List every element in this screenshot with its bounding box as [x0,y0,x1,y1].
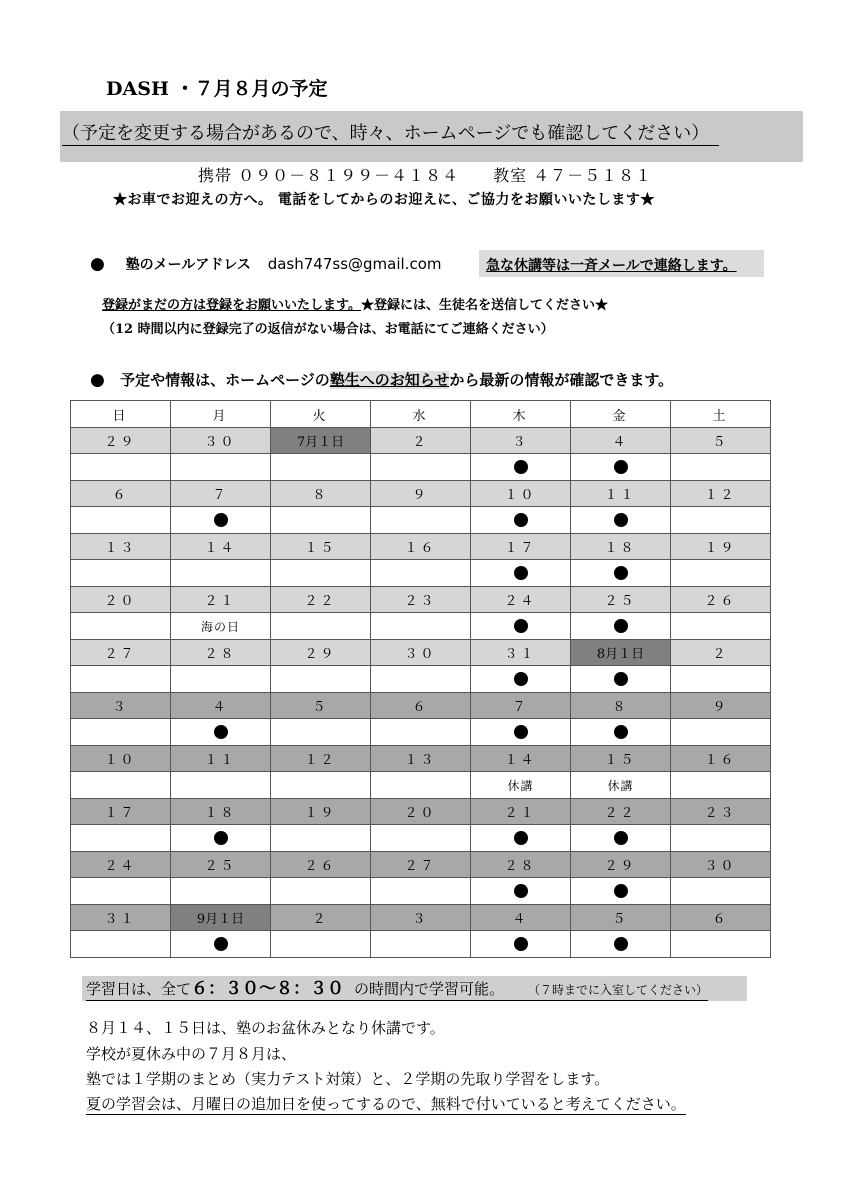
week-date-row [71,428,771,454]
empty-cell [271,825,371,852]
date-cell: ２６ [671,587,771,613]
empty-cell [271,613,371,640]
date-cell: ３１ [71,905,171,931]
empty-cell [371,613,471,640]
date-cell: ６ [371,693,471,719]
empty-cell [671,719,771,746]
pickup-note: ★お車でお迎えの方へ。 電話をしてからのお迎えに、ご協力をお願いいたします★ [113,192,655,208]
empty-cell [71,719,171,746]
lesson-dot-icon [614,831,628,845]
date-cell: １７ [471,534,571,560]
lesson-dot-icon [614,460,628,474]
lesson-day-cell [571,613,671,640]
empty-cell [671,931,771,958]
empty-cell [71,507,171,534]
week-note-row [71,772,771,799]
date-cell: ２２ [271,587,371,613]
lesson-dot-icon [514,672,528,686]
summer-note: 学校が夏休み中の７月８月は、 [86,1045,297,1063]
date-cell: １５ [571,746,671,772]
lesson-dot-icon [214,725,228,739]
lesson-dot-icon [614,884,628,898]
empty-cell [271,878,371,905]
weekday-header: 日 [71,401,171,428]
empty-cell [71,931,171,958]
week-note-row [71,825,771,852]
date-cell: １４ [471,746,571,772]
note-cell: 海の日 [171,613,271,640]
schedule-calendar [70,400,771,958]
week-date-row [71,481,771,507]
date-cell: ４ [571,428,671,454]
weekday-header-row [71,401,771,428]
empty-cell [71,454,171,481]
week-note-row [71,507,771,534]
date-cell: １２ [671,481,771,507]
note-cell: 休講 [571,772,671,799]
lesson-day-cell [471,560,571,587]
lesson-dot-icon [214,937,228,951]
lesson-dot-icon [514,937,528,951]
notice-banner-text: （予定を変更する場合があるので、時々、ホームページでも確認してください） [62,123,719,146]
urgent-notice: 急な休講等は一斉メールで連絡します。 [486,258,737,274]
empty-cell [671,878,771,905]
date-cell: ２１ [171,587,271,613]
lesson-dot-icon [214,831,228,845]
lesson-dot-icon [514,460,528,474]
date-cell: ３ [471,428,571,454]
empty-cell [671,507,771,534]
study-hours-time: ６：３０〜８：３０ [191,979,345,999]
date-cell: ２９ [271,640,371,666]
date-cell: １１ [171,746,271,772]
study-hours-note: （７時までに入室してください） [534,983,709,997]
week-date-row [71,799,771,825]
date-cell: ３０ [671,852,771,878]
lesson-day-cell [471,613,571,640]
empty-cell [671,666,771,693]
lesson-dot-icon [214,513,228,527]
week-date-row [71,746,771,772]
lesson-day-cell [171,719,271,746]
empty-cell [71,560,171,587]
date-cell: ２ [271,905,371,931]
lesson-day-cell [471,719,571,746]
week-note-row [71,931,771,958]
weekday-header: 金 [571,401,671,428]
date-cell: ８ [571,693,671,719]
date-cell: ２０ [71,587,171,613]
empty-cell [671,454,771,481]
date-cell: ７ [171,481,271,507]
lesson-day-cell [571,878,671,905]
lesson-day-cell [571,931,671,958]
lesson-dot-icon [614,513,628,527]
lesson-dot-icon [614,937,628,951]
mail-address: dash747ss@gmail.com [267,255,442,273]
date-cell: ４ [471,905,571,931]
empty-cell [371,507,471,534]
lesson-day-cell [571,454,671,481]
empty-cell [271,719,371,746]
info-text-pre: 予定や情報は、ホームページの [120,371,330,389]
date-cell: ２４ [471,587,571,613]
date-cell: １０ [471,481,571,507]
date-cell: １２ [271,746,371,772]
empty-cell [671,613,771,640]
bullet-icon: ● [90,254,105,274]
date-cell: ６ [671,905,771,931]
date-cell: ２２ [571,799,671,825]
lesson-day-cell [571,560,671,587]
empty-cell [671,560,771,587]
week-date-row [71,852,771,878]
empty-cell [271,507,371,534]
register-note [102,294,608,313]
week-date-row [71,587,771,613]
week-note-row [71,666,771,693]
date-cell: ３ [371,905,471,931]
bullet-icon: ● [90,370,105,390]
date-cell: ８ [271,481,371,507]
lesson-day-cell [171,507,271,534]
date-cell: ２７ [71,640,171,666]
lesson-dot-icon [614,725,628,739]
lesson-day-cell [471,931,571,958]
date-cell: ２４ [71,852,171,878]
date-cell: ３０ [371,640,471,666]
date-cell: ９ [371,481,471,507]
week-note-row [71,454,771,481]
lesson-dot-icon [514,619,528,633]
weekday-header: 火 [271,401,371,428]
empty-cell [171,454,271,481]
mail-row [90,254,441,274]
date-cell: ２８ [471,852,571,878]
empty-cell [371,454,471,481]
lesson-day-cell [471,878,571,905]
lesson-day-cell [171,931,271,958]
lesson-dot-icon [514,513,528,527]
info-row [90,369,673,390]
date-cell: ２ [671,640,771,666]
date-cell: １８ [571,534,671,560]
lesson-day-cell [471,454,571,481]
date-cell: ２ [371,428,471,454]
date-cell: １６ [671,746,771,772]
lesson-dot-icon [614,566,628,580]
empty-cell [371,878,471,905]
date-cell: １３ [371,746,471,772]
month-start-cell: 9月１日 [171,905,271,931]
date-cell: ６ [71,481,171,507]
free-session-note: 夏の学習会は、月曜日の追加日を使ってするので、無料で付いていると考えてください。 [86,1095,686,1113]
date-cell: ５ [671,428,771,454]
date-cell: ２６ [271,852,371,878]
date-cell: １３ [71,534,171,560]
date-cell: ３ [71,693,171,719]
week-note-row [71,613,771,640]
empty-cell [171,666,271,693]
empty-cell [71,878,171,905]
empty-cell [171,772,271,799]
week-date-row [71,640,771,666]
date-cell: １８ [171,799,271,825]
study-hours-pre: 学習日は、全て [86,980,192,998]
empty-cell [371,719,471,746]
empty-cell [371,772,471,799]
empty-cell [271,931,371,958]
weekday-header: 木 [471,401,571,428]
empty-cell [371,560,471,587]
empty-cell [271,772,371,799]
empty-cell [71,825,171,852]
empty-cell [71,772,171,799]
study-hours-post: の時間内で学習可能。 [354,980,505,998]
weekday-header: 月 [171,401,271,428]
month-start-cell: 7月１日 [271,428,371,454]
lesson-day-cell [571,719,671,746]
empty-cell [71,666,171,693]
empty-cell [671,772,771,799]
date-cell: ９ [671,693,771,719]
note-cell: 休講 [471,772,571,799]
register-request: 登録がまだの方は登録をお願いいたします。 [102,298,361,313]
date-cell: １１ [571,481,671,507]
date-cell: ７ [471,693,571,719]
date-cell: ２７ [371,852,471,878]
date-cell: １５ [271,534,371,560]
curriculum-note: 塾では１学期のまとめ（実力テスト対策）と、２学期の先取り学習をします。 [86,1070,610,1088]
empty-cell [271,666,371,693]
lesson-dot-icon [614,672,628,686]
info-text-post: から最新の情報が確認できます。 [449,371,674,389]
lesson-day-cell [571,825,671,852]
date-cell: ４ [171,693,271,719]
week-note-row [71,878,771,905]
date-cell: ２５ [571,587,671,613]
week-date-row [71,693,771,719]
empty-cell [171,560,271,587]
lesson-day-cell [471,825,571,852]
date-cell: ５ [571,905,671,931]
date-cell: ２５ [171,852,271,878]
date-cell: ２８ [171,640,271,666]
empty-cell [271,454,371,481]
lesson-day-cell [471,507,571,534]
week-note-row [71,560,771,587]
date-cell: １６ [371,534,471,560]
lesson-dot-icon [514,725,528,739]
empty-cell [371,825,471,852]
date-cell: ３０ [171,428,271,454]
empty-cell [171,878,271,905]
study-hours [86,979,708,1001]
date-cell: ２３ [371,587,471,613]
lesson-dot-icon [514,831,528,845]
info-link-text: 塾生へのお知らせ [329,371,450,389]
empty-cell [271,560,371,587]
empty-cell [371,666,471,693]
date-cell: １７ [71,799,171,825]
date-cell: ２３ [671,799,771,825]
weekday-header: 土 [671,401,771,428]
empty-cell [71,613,171,640]
mail-label: 塾のメールアドレス [125,257,251,273]
lesson-day-cell [571,666,671,693]
week-date-row [71,905,771,931]
empty-cell [371,931,471,958]
lesson-day-cell [171,825,271,852]
month-start-cell: 8月１日 [571,640,671,666]
lesson-dot-icon [514,566,528,580]
page-title: DASH ・７月８月の予定 [106,78,328,100]
lesson-day-cell [571,507,671,534]
date-cell: ３１ [471,640,571,666]
contact-phones: 携帯 ０９０－８１９９－４１８４ 教室 ４７－５１８１ [198,166,653,185]
empty-cell [671,825,771,852]
date-cell: １９ [671,534,771,560]
weekday-header: 水 [371,401,471,428]
lesson-dot-icon [514,884,528,898]
date-cell: ２９ [71,428,171,454]
week-note-row [71,719,771,746]
date-cell: ２０ [371,799,471,825]
date-cell: １４ [171,534,271,560]
lesson-day-cell [471,666,571,693]
week-date-row [71,534,771,560]
lesson-dot-icon [614,619,628,633]
obon-note: ８月１４、１５日は、塾のお盆休みとなり休講です。 [86,1019,445,1037]
register-instruction: ★登録には、生徒名を送信してください★ [360,298,608,313]
date-cell: ２９ [571,852,671,878]
date-cell: ２１ [471,799,571,825]
date-cell: １９ [271,799,371,825]
date-cell: １０ [71,746,171,772]
register-fallback-note: （12 時間以内に登録完了の返信がない場合は、お電話にてご連絡ください） [102,322,554,337]
date-cell: ５ [271,693,371,719]
